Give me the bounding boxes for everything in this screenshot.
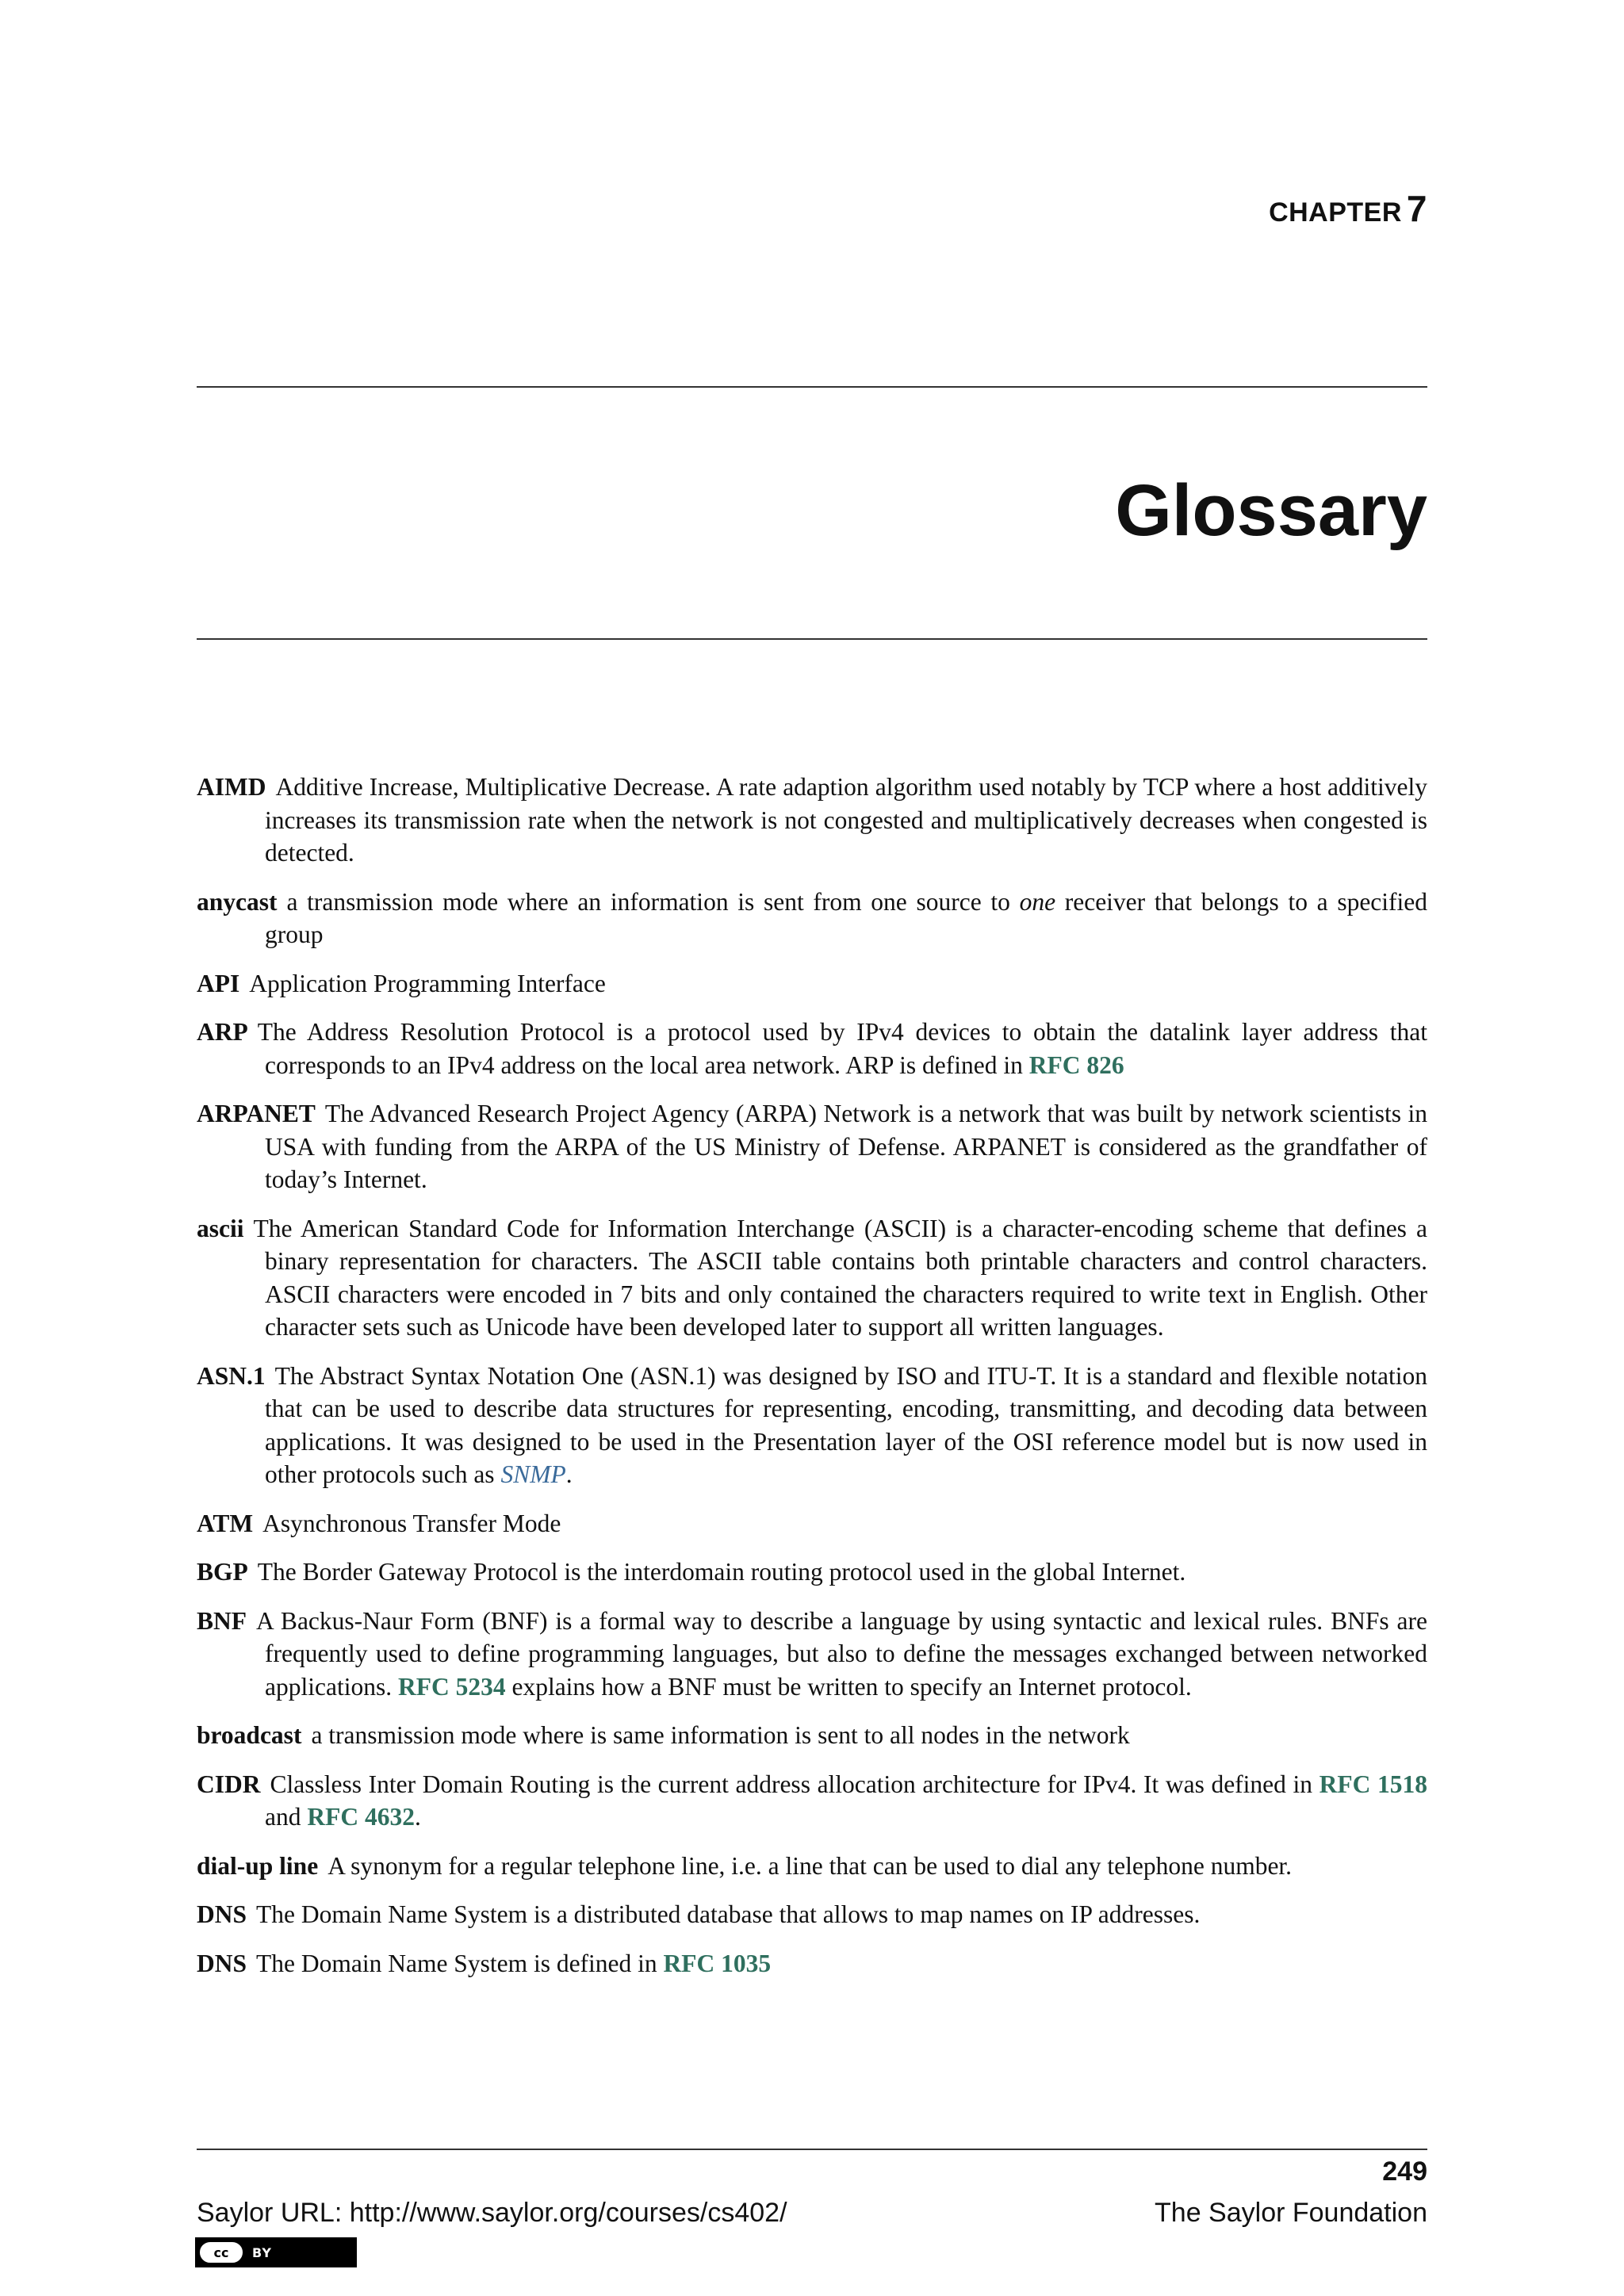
glossary-definition: The Border Gateway Protocol is the interdomain routing protocol used in the global Internet.: [257, 1558, 1186, 1586]
cc-circle: cc: [198, 2241, 244, 2264]
cc-by-label: BY: [252, 2244, 272, 2260]
glossary-term: ASN.1: [197, 1361, 266, 1390]
glossary-term: dial-up line: [197, 1851, 319, 1880]
rfc-link[interactable]: RFC 4632: [307, 1803, 415, 1831]
rfc-link[interactable]: RFC 5234: [397, 1672, 506, 1701]
glossary-term: anycast: [197, 887, 278, 916]
page-title: Glossary: [1115, 470, 1427, 551]
glossary-entry: [197, 1556, 1427, 1589]
glossary-entry: [197, 1016, 1427, 1081]
chapter-number: 7: [1406, 188, 1427, 229]
page-number: 249: [1382, 2156, 1427, 2187]
glossary-term: API: [197, 969, 240, 997]
glossary-definition-end: explains how a BNF must be written to specify an Internet protocol.: [505, 1672, 1192, 1701]
glossary-definition: Application Programming Interface: [249, 969, 606, 997]
glossary-entry: [197, 1212, 1427, 1344]
glossary-definition-end: receiver that belongs to a specified group: [265, 887, 1428, 948]
glossary-definition: a transmission mode where an information is sent from one source to: [286, 887, 1020, 916]
glossary-term: ascii: [197, 1214, 244, 1242]
glossary-entry: [197, 967, 1427, 1001]
glossary-definition-end: .: [565, 1460, 573, 1488]
glossary-definition: The Abstract Syntax Notation One (ASN.1) was designed by ISO and ITU-T. It is a standard and flexible notation that can be used to describe data structures for representing, encoding, transmitting, and decoding data between applications. It was designed to be used in the Presentation layer of the OSI reference model but is now used in other protocols such as: [265, 1361, 1427, 1488]
glossary-entry: [197, 1097, 1427, 1196]
chapter-word: CHAPTER: [1269, 197, 1402, 228]
glossary-definition: The Address Resolution Protocol is a protocol used by IPv4 devices to obtain the datalink layer address that corresponds to an IPv4 address on the local area network. ARP is defined in: [257, 1018, 1427, 1079]
glossary-term: broadcast: [197, 1721, 302, 1749]
cc-by-icon[interactable]: [195, 2237, 357, 2267]
glossary-definition-cont: and: [265, 1803, 308, 1831]
footer-publisher: The Saylor Foundation: [1155, 2198, 1427, 2228]
glossary-entry: [197, 1719, 1427, 1752]
chapter-label: [1269, 187, 1427, 230]
glossary-term: ARP: [197, 1018, 248, 1046]
glossary-list: [197, 771, 1427, 1996]
glossary-term: ARPANET: [197, 1100, 316, 1127]
glossary-definition-end: .: [414, 1803, 421, 1831]
rfc-link[interactable]: RFC 1035: [663, 1949, 772, 1977]
glossary-definition: A Backus-Naur Form (BNF) is a formal way to describe a language by using syntactic and lexical rules. BNFs are frequently used to define programming languages, but also to define the messages exchanged between networked applications.: [256, 1606, 1427, 1701]
glossary-entry: [197, 1605, 1427, 1704]
glossary-definition: The Advanced Research Project Agency (ARPA) Network is a network that was built by network scientists in USA with funding from the ARPA of the US Ministry of Defense. ARPANET is considered as the grandfather of today’s Internet.: [265, 1100, 1427, 1193]
glossary-term: DNS: [197, 1900, 247, 1928]
glossary-emphasis: one: [1019, 887, 1056, 916]
glossary-entry: [197, 1898, 1427, 1931]
glossary-definition: The American Standard Code for Information Interchange (ASCII) is a character-encoding scheme that defines a binary representation for characters. The ASCII table contains both printable characters and control characters. ASCII characters were encoded in 7 bits and only contained the characters required to write text in English. Other character sets such as Unicode have been developed later to support all written languages.: [253, 1214, 1427, 1341]
glossary-term: CIDR: [197, 1770, 261, 1798]
glossary-entry: [197, 1768, 1427, 1834]
glossary-definition: The Domain Name System is defined in: [256, 1949, 664, 1977]
glossary-definition: The Domain Name System is a distributed database that allows to map names on IP addresses.: [256, 1900, 1201, 1928]
glossary-term: AIMD: [197, 773, 266, 801]
rfc-link[interactable]: RFC 1518: [1319, 1770, 1427, 1798]
glossary-term: DNS: [197, 1949, 247, 1977]
glossary-definition: Classless Inter Domain Routing is the current address allocation architecture for IPv4. It was defined in: [270, 1770, 1320, 1798]
title-bottom-rule: [197, 638, 1427, 640]
glossary-entry: [197, 771, 1427, 870]
glossary-entry: [197, 1850, 1427, 1883]
glossary-entry: [197, 886, 1427, 951]
glossary-term: ATM: [197, 1509, 254, 1537]
glossary-definition: Additive Increase, Multiplicative Decrease. A rate adaption algorithm used notably by TCP where a host additively increases its transmission rate when the network is not congested and multiplicatively decreases when congested is detected.: [265, 773, 1427, 867]
glossary-term: BGP: [197, 1558, 248, 1586]
footer-rule: [197, 2149, 1427, 2150]
glossary-crossref-link[interactable]: SNMP: [500, 1460, 566, 1488]
title-top-rule: [197, 386, 1427, 388]
glossary-definition: a transmission mode where is same information is sent to all nodes in the network: [311, 1721, 1130, 1749]
glossary-definition: A synonym for a regular telephone line, i.e. a line that can be used to dial any telephone number.: [327, 1851, 1293, 1880]
glossary-entry: [197, 1947, 1427, 1980]
glossary-term: BNF: [197, 1606, 247, 1635]
glossary-definition: Asynchronous Transfer Mode: [262, 1509, 561, 1537]
glossary-entry: [197, 1507, 1427, 1540]
footer-url: Saylor URL: http://www.saylor.org/courses/cs402/: [197, 2198, 787, 2228]
rfc-link[interactable]: RFC 826: [1028, 1050, 1124, 1079]
glossary-entry: [197, 1360, 1427, 1491]
